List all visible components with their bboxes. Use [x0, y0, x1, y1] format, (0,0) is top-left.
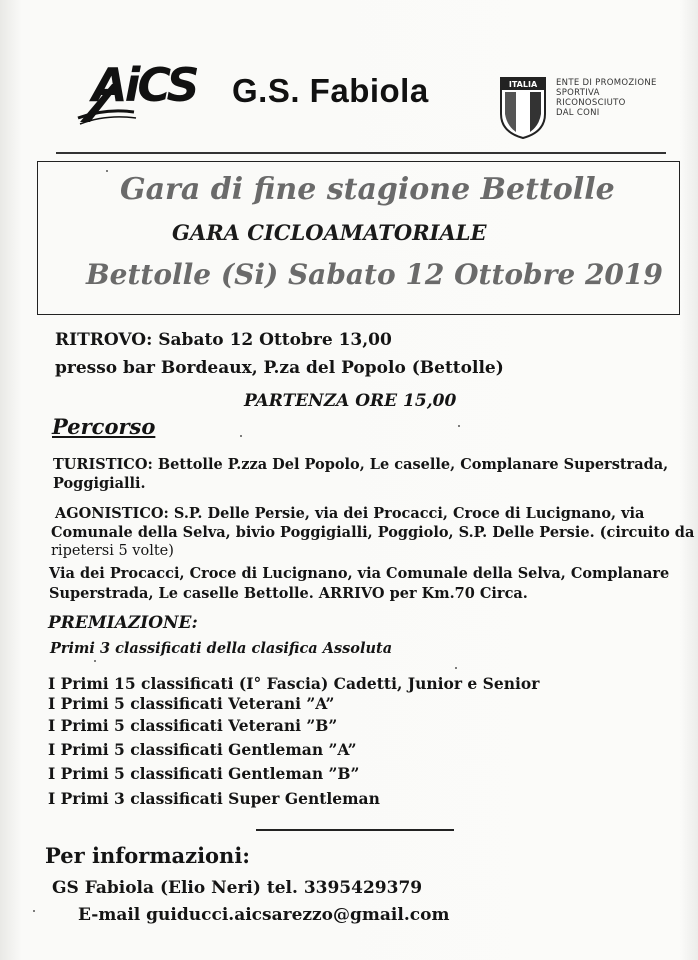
- event-subtitle: GARA CICLOAMATORIALE: [172, 220, 487, 245]
- shield-label: ITALIA: [508, 80, 538, 89]
- prize-item-6: I Primi 3 classificati Super Gentleman: [48, 789, 380, 808]
- percorso-heading: Percorso: [52, 414, 156, 439]
- scan-speck: [94, 660, 96, 662]
- agonistico-line-4: Via dei Procacci, Croce di Lucignano, via Comunale della Selva, Complanare: [49, 565, 670, 582]
- turistico-line-1: TURISTICO: Bettolle P.zza Del Popolo, Le caselle, Complanare Superstrada,: [53, 456, 669, 473]
- agonistico-line-1: AGONISTICO: S.P. Delle Persie, via dei Procacci, Croce di Lucignano, via: [55, 505, 645, 522]
- contact-line: GS Fabiola (Elio Neri) tel. 3395429379: [52, 878, 423, 898]
- partenza-line: PARTENZA ORE 15,00: [244, 391, 457, 411]
- agonistico-line-3: ripetersi 5 volte): [51, 543, 174, 559]
- agonistico-line-5: Superstrada, Le caselle Bettolle. ARRIVO per Km.70 Circa.: [49, 585, 528, 602]
- header-divider: [56, 152, 666, 154]
- scan-speck: [33, 910, 35, 912]
- scan-speck: [455, 667, 457, 669]
- coni-recognition-text: ENTE DI PROMOZIONE SPORTIVA RICONOSCIUTO DAL CONI: [556, 78, 657, 118]
- scan-speck: [240, 435, 242, 437]
- prize-item-1: I Primi 15 classificati (I° Fascia) Cadetti, Junior e Senior: [48, 674, 540, 693]
- scan-speck: [106, 170, 108, 172]
- premiazione-heading: PREMIAZIONE:: [48, 613, 198, 633]
- turistico-line-2: Poggigialli.: [53, 475, 146, 492]
- prize-item-2: I Primi 5 classificati Veterani ”A”: [48, 694, 335, 713]
- italia-shield-icon: [499, 76, 547, 140]
- premiazione-subheading: Primi 3 classificati della clasifica Assoluta: [50, 640, 393, 657]
- event-date: Bettolle (Si) Sabato 12 Ottobre 2019: [86, 258, 663, 291]
- ritrovo-line: RITROVO: Sabato 12 Ottobre 13,00: [55, 330, 392, 350]
- prize-item-3: I Primi 5 classificati Veterani ”B”: [48, 716, 338, 735]
- info-heading: Per informazioni:: [45, 843, 251, 868]
- scan-speck: [458, 425, 460, 427]
- agonistico-line-2: Comunale della Selva, bivio Poggigialli, Poggiolo, S.P. Delle Persie. (circuito da: [51, 524, 695, 541]
- prize-item-4: I Primi 5 classificati Gentleman ”A”: [48, 740, 357, 759]
- location-line: presso bar Bordeaux, P.za del Popolo (Bettolle): [55, 358, 504, 378]
- club-name: G.S. Fabiola: [232, 72, 429, 109]
- footer-divider: [256, 829, 454, 831]
- prize-item-5: I Primi 5 classificati Gentleman ”B”: [48, 764, 360, 783]
- email-line[interactable]: E-mail guiducci.aicsarezzo@gmail.com: [78, 905, 450, 925]
- aics-logo: AiCS: [92, 58, 197, 112]
- event-title: Gara di fine stagione Bettolle: [120, 172, 615, 207]
